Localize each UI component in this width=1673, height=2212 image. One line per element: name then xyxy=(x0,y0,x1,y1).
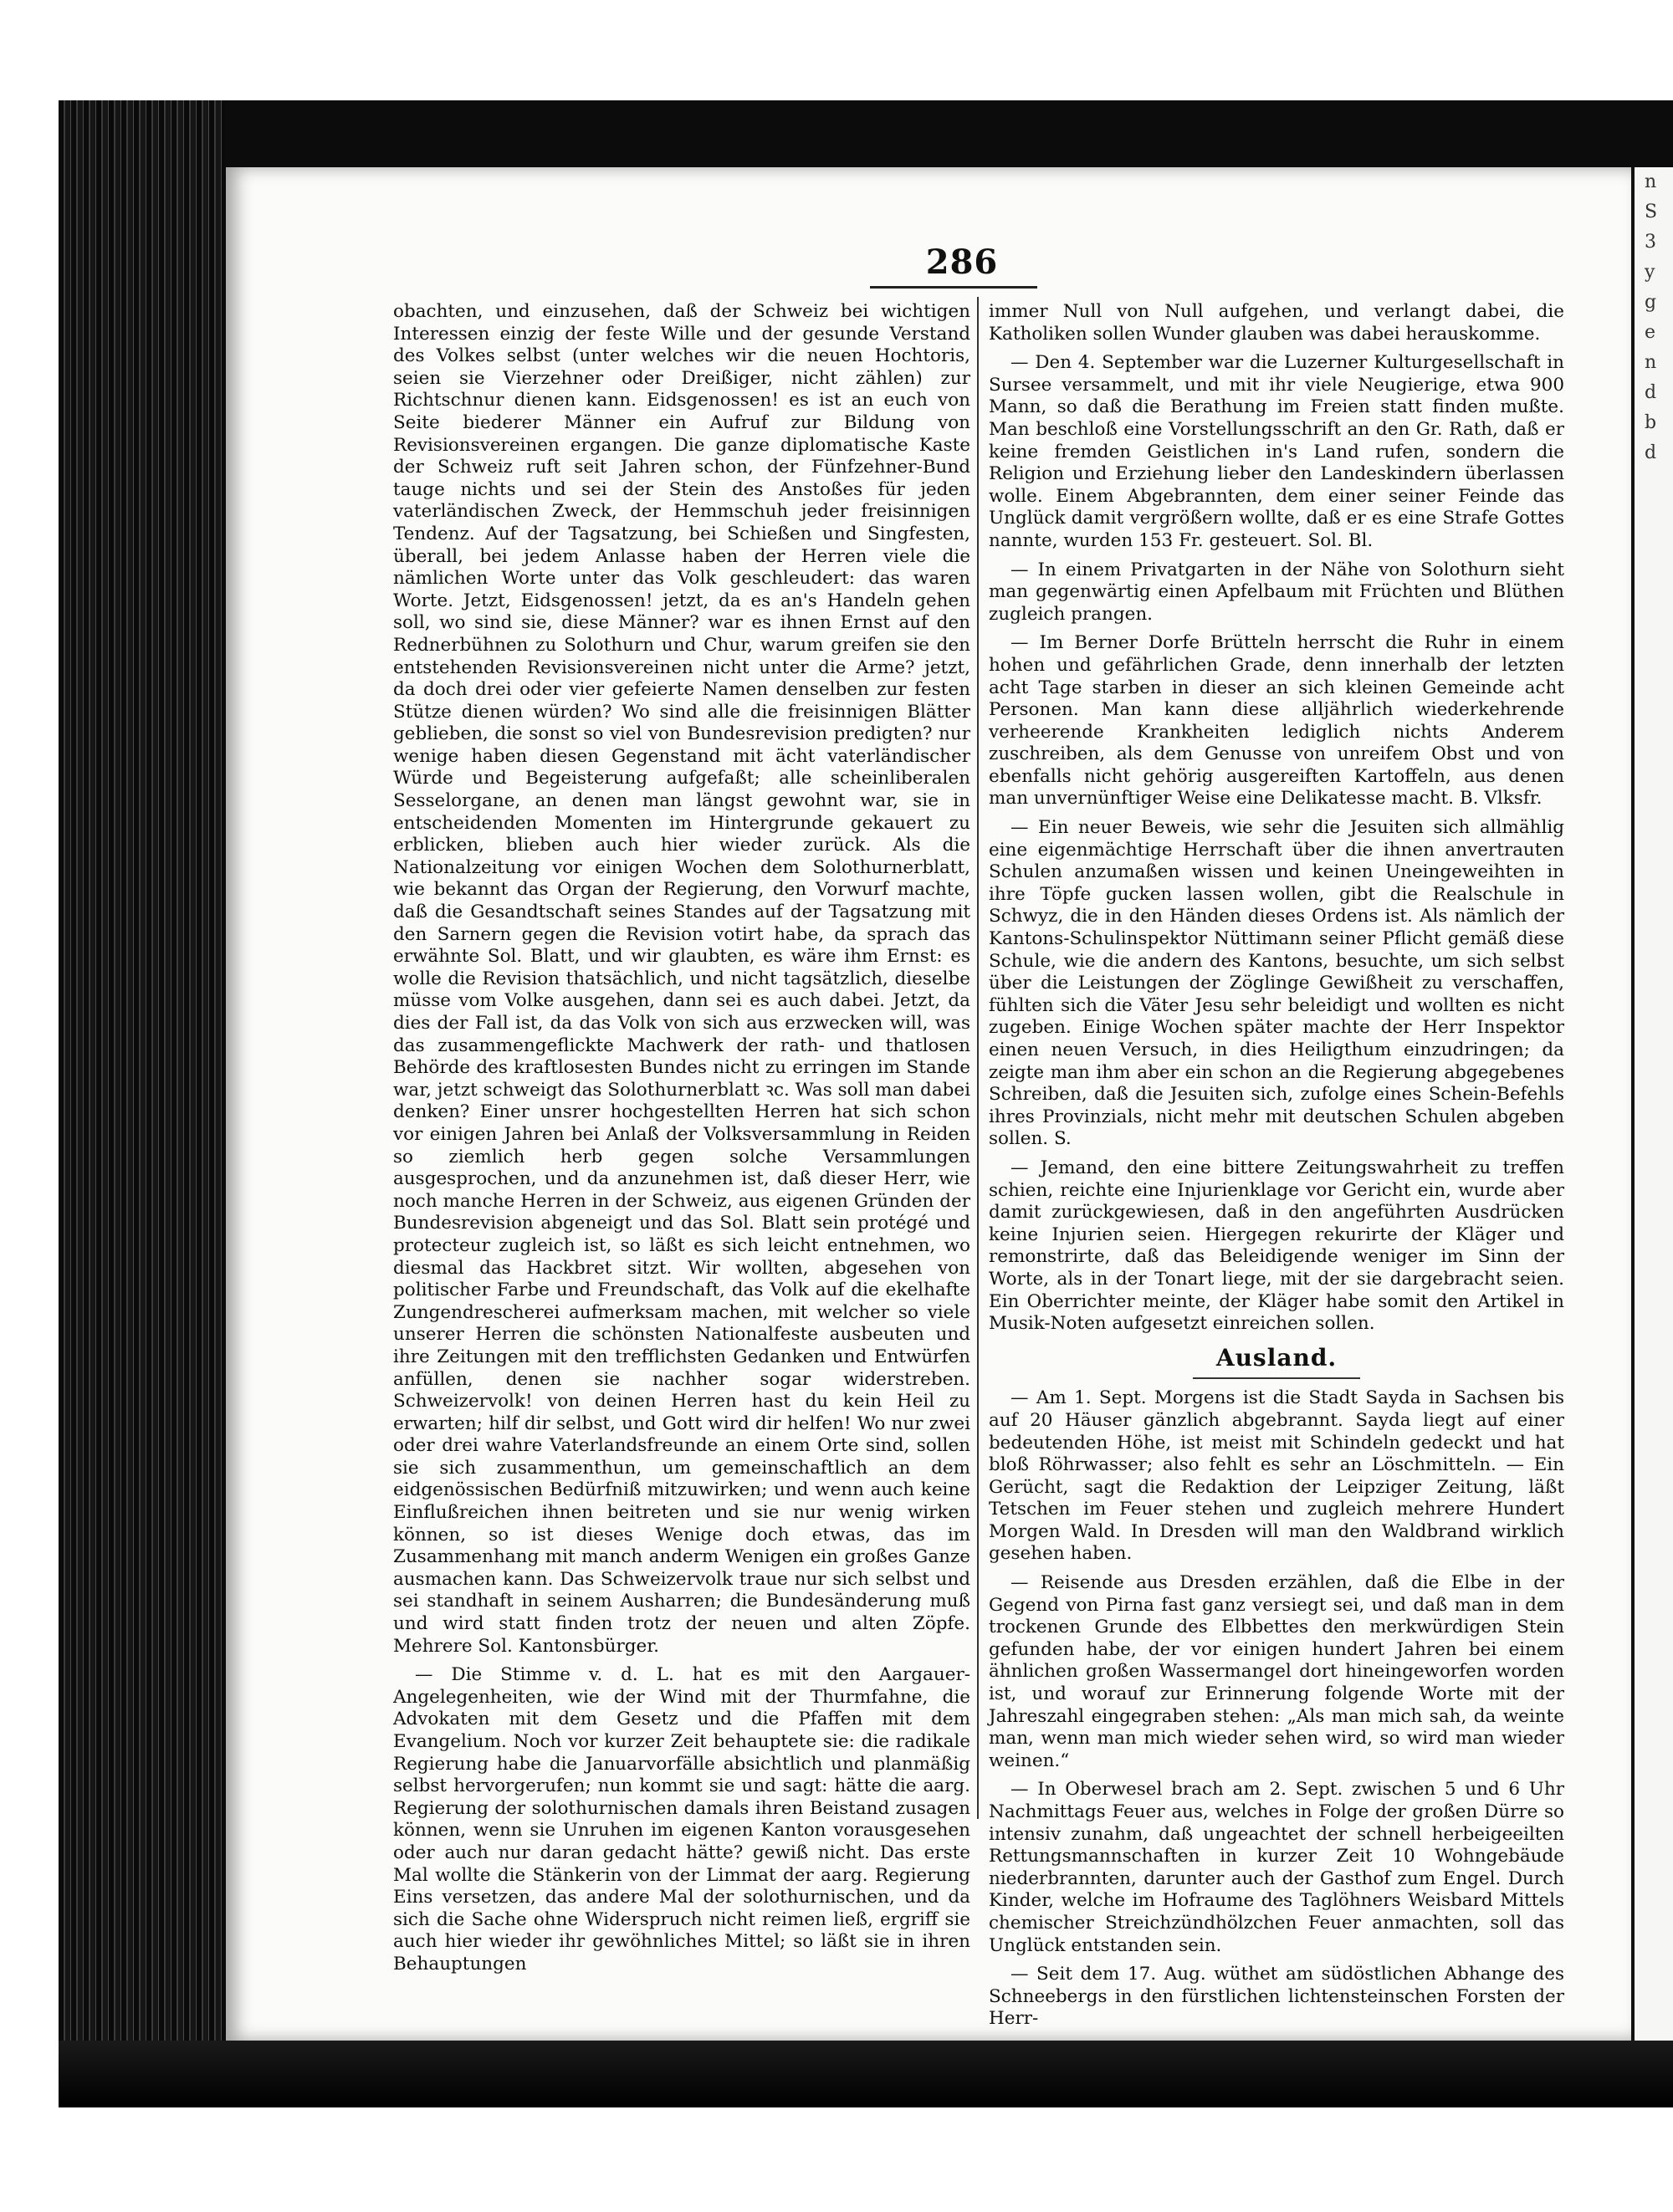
article-paragraph: — Reisende aus Dresden erzählen, daß die Elbe in der Gegend von Pirna fast ganz versiegt sei, und daß man in dem trockenen Grunde des Elbbettes den merkwürdigen Stein gefunden habe, der vor einigen hundert Jahren bei einem ähnlichen großen Wassermangel dort hineingeworfen worden ist, und worauf zur Erinnerung folgende Worte mit der Jahreszahl eingegraben stehen: „Als man mich sah, da weinte man, wenn man mich wieder sehen wird, so wird man wieder weinen.“ xyxy=(989,1572,1564,1771)
article-paragraph: — Jemand, den eine bittere Zeitungswahrheit zu treffen schien, reichte eine Injurienklage vor Gericht ein, wurde aber damit zurückgewiesen, daß in den angeführten Ausdrücken keine Injurien seien. Hiergegen rekurirte der Kläger und remonstrirte, daß das Beleidigende weniger im Sinn der Worte, als in der Tonart liege, mit der sie dargebracht seien. Ein Oberrichter meinte, der Kläger habe somit den Artikel in Musik-Noten aufgesetzt einreichen sollen. xyxy=(989,1157,1564,1335)
scan-border-bottom xyxy=(59,2041,1673,2107)
edge-glyph: d xyxy=(1645,382,1657,403)
article-paragraph: — Seit dem 17. Aug. wüthet am südöstlichen Abhange des Schneebergs in den fürstlichen lichtensteinschen Forsten der Herr- xyxy=(989,1964,1564,2030)
edge-glyph: S xyxy=(1645,202,1658,222)
edge-glyph: b xyxy=(1645,412,1657,433)
left-column xyxy=(393,301,970,1983)
section-rule xyxy=(1193,1377,1360,1379)
edge-glyph: y xyxy=(1645,262,1655,283)
article-paragraph: obachten, und einzusehen, daß der Schweiz bei wichtigen Interessen einzig der feste Wille und der gesunde Verstand des Volkes selbst (unter welches wir die neuen Hochtoris, seien sie Vierzehner oder Dreißiger, nicht zählen) zur Richtschnur dienen kann. Eidsgenossen! es ist an euch von Seite biederer Männer ein Aufruf zur Bildung von Revisionsvereinen ergangen. Die ganze diplomatische Kaste der Schweiz ruft seit Jahren schon, der Fünfzehner-Bund tauge nichts und sei der Stein des Anstoßes für jeden vaterländischen Zweck, der Hemmschuh jeder freisinnigen Tendenz. Auf der Tagsatzung, bei Schießen und Singfesten, überall, bei jedem Anlasse haben der Herren viele die nämlichen Worte unter das Volk geschleudert: das waren Worte. Jetzt, Eidsgenossen! jetzt, da es an's Handeln gehen soll, wo sind sie, diese Männer? war es ihnen Ernst auf den Rednerbühnen zu Solothurn und Chur, warum greifen sie den entstehenden Revisionsvereinen nicht unter die Arme? jetzt, da doch drei oder vier gefeierte Namen denselben zur festen Stütze dienen würden? Wo sind alle die freisinnigen Blätter geblieben, die sonst so viel von Bundesrevision predigten? nur wenige haben diesen Gegenstand mit ächt vaterländischer Würde und Begeisterung aufgefaßt; alle scheinliberalen Sesselorgane, an denen man längst gewohnt war, sie in entscheidenden Momenten im Hintergrunde gekauert zu erblicken, blieben auch hier wieder zurück. Als die Nationalzeitung vor einigen Wochen dem Solothurnerblatt, wie bekannt das Organ der Regierung, den Vorwurf machte, daß die Gesandtschaft seines Standes auf der Tagsatzung mit den Sarnern gegen die Revision votirt habe, da sprach das erwähnte Sol. Blatt, und wir glaubten, es wäre ihm Ernst: es wolle die Revision thatsächlich, und nicht tagsätzlich, dieselbe müsse vom Volke ausgehen, dann sei es auch dabei. Jetzt, da dies der Fall ist, da das Volk von sich aus erzwecken will, was das zusammengeflickte Machwerk der rath- und thatlosen Behörde des kraftlosesten Bundes nicht zu erringen im Stande war, jetzt schweigt das Solothurnerblatt ꝛc. Was soll man dabei denken? Einer unsrer hochgestellten Herren hat sich schon vor einigen Jahren bei Anlaß der Volksversammlung in Reiden so ziemlich herb gegen solche Versammlungen ausgesprochen, und da anzunehmen ist, daß dieser Herr, wie noch manche Herren in der Schweiz, aus eigenen Gründen der Bundesrevision abgeneigt und das Sol. Blatt sein protégé und protecteur zugleich ist, so läßt es sich leicht entnehmen, wo diesmal das Hackbret sitzt. Wir wollten, abgesehen von politischer Farbe und Freundschaft, das Volk auf die ekelhafte Zungendrescherei aufmerksam machen, mit welcher so viele unserer Herren die schönsten Nationalfeste ausbeuten und ihre Zeitungen mit den trefflichsten Gedanken und Entwürfen anfüllen, denen sie nachher sogar widerstreben. Schweizervolk! von deinen Herren hast du kein Heil zu erwarten; hilf dir selbst, und Gott wird dir helfen! Wo nur zwei oder drei wahre Vaterlandsfreunde an einem Orte sind, sollen sie sich zusammenthun, um gemeinschaftlich an dem eidgenössischen Bedürfniß mitzuwirken; und wenn auch keine Einflußreichen ihnen beitreten und sie nur wenig wirken können, so ist dieses Wenige doch etwas, das im Zusammenhang mit manch anderm Wenigen ein großes Ganze ausmachen kann. Das Schweizervolk traue nur sich selbst und sei standhaft in seinem Ausharren; die Bundesänderung muß und wird statt finden trotz der neuen und alten Zöpfe. Mehrere Sol. Kantonsbürger. xyxy=(393,301,970,1657)
article-paragraph: — In Oberwesel brach am 2. Sept. zwischen 5 und 6 Uhr Nachmittags Feuer aus, welches in Folge der großen Dürre so intensiv zunahm, daß ungeachtet der schnell herbeigeeilten Rettungsmannschaften in kurzer Zeit 10 Wohngebäude niederbrannten, darunter auch der Gasthof zum Engel. Durch Kinder, welche im Hofraume des Taglöhners Weisbard Mittels chemischer Streichzündhölzchen Feuer anmachten, soll das Unglück entstanden sein. xyxy=(989,1779,1564,1956)
edge-glyph: n xyxy=(1645,352,1657,373)
edge-glyph: n xyxy=(1645,171,1657,192)
article-paragraph: — Am 1. Sept. Morgens ist die Stadt Sayda in Sachsen bis auf 20 Häuser gänzlich abgebrannt. Sayda liegt auf einer bedeutenden Höhe, ist meist mit Schindeln gedeckt und hat bloß Röhrwasser; also fehlt es sehr an Löschmitteln. — Ein Gerücht, sagt die Redaktion der Leipziger Zeitung, läßt Tetschen im Feuer stehen und zugleich mehrere Hundert Morgen Wald. In Dresden will man den Waldbrand wirklich gesehen haben. xyxy=(989,1387,1564,1565)
article-paragraph: immer Null von Null aufgehen, und verlangt dabei, die Katholiken sollen Wunder glauben was dabei herauskomme. xyxy=(989,301,1564,345)
page-number: 286 xyxy=(925,243,999,282)
article-paragraph: — Den 4. September war die Luzerner Kulturgesellschaft in Sursee versammelt, und mit ihr viele Neugierige, etwa 900 Mann, so daß die Berathung im Freien statt finden mußte. Man beschloß eine Vorstellungsschrift an den Gr. Rath, daß er keine fremden Geistlichen in's Land rufen, sondern die Religion und Erziehung lieber den Landeskindern überlassen wolle. Einem Abgebrannten, dem einer seiner Feinde das Unglück damit vergrößern wollte, daß er es eine Strafe Gottes nannte, wurden 153 Fr. gesteuert. Sol. Bl. xyxy=(989,352,1564,551)
article-paragraph: — Ein neuer Beweis, wie sehr die Jesuiten sich allmählig eine eigenmächtige Herrschaft über die ihnen anvertrauten Schulen anzumaßen wissen und keinen Uneingeweihten in ihre Töpfe gucken lassen wollen, gibt die Realschule in Schwyz, die in den Händen dieses Ordens ist. Als nämlich der Kantons-Schulinspektor Nüttimann seiner Pflicht gemäß diese Schule, wie die andern des Kantons, besuchte, um sich selbst über die Leistungen der Zöglinge Gewißheit zu verschaffen, fühlten sich die Väter Jesu sehr beleidigt und wollten es nicht zugeben. Einige Wochen später machte der Herr Inspektor einen neuen Versuch, in dies Heiligthum einzudringen; da zeigte man ihm aber ein schon an die Regierung abgegebenes Schreiben, daß die Jesuiten sich, zufolge eines Schein-Befehls ihres Provinzials, nicht mehr mit deutschen Schulen abgeben sollen. S. xyxy=(989,817,1564,1150)
page-number-rule xyxy=(870,286,1037,289)
article-paragraph: — Im Berner Dorfe Brütteln herrscht die Ruhr in einem hohen und gefährlichen Grade, denn innerhalb der letzten acht Tage starben in dieser an sich kleinen Gemeinde acht Personen. Man kann diese alljährlich wiederkehrende verheerende Krankheiten lediglich nichts Anderem zuschreiben, als dem Genusse von unreifem Obst und von ebenfalls nicht gehörig ausgereiften Kartoffeln, aus denen man unvernünftiger Weise eine Delikatesse macht. B. Vlksfr. xyxy=(989,632,1564,810)
edge-glyph: d xyxy=(1645,442,1657,463)
article-paragraph: — In einem Privatgarten in der Nähe von Solothurn sieht man gegenwärtig einen Apfelbaum mit Früchten und Blüthen zugleich prangen. xyxy=(989,559,1564,625)
article-paragraph: — Die Stimme v. d. L. hat es mit den Aargauer-Angelegenheiten, wie der Wind mit der Thurmfahne, die Advokaten mit dem Gesetz und die Pfaffen mit dem Evangelium. Noch vor kurzer Zeit behauptete sie: die radikale Regierung habe die Januarvorfälle absichtlich und planmäßig selbst hervorgerufen; nun kommt sie und sagt: hätte die aarg. Regierung der solothurnischen damals ihren Beistand zusagen können, wenn sie Unruhen im eigenen Kanton vorausgesehen oder auch nur daran gedacht hätte? gewiß nicht. Das erste Mal wollte die Stänkerin von der Limmat der aarg. Regierung Eins versetzen, das andere Mal der solothurnischen, und da sich die Sache ohne Widerspruch nicht reimen ließ, ergriff sie auch hier wieder ihr gewöhnliches Mittel; so läßt sie in ihren Behauptungen xyxy=(393,1664,970,1974)
edge-glyph: g xyxy=(1645,292,1657,313)
edge-glyph: e xyxy=(1645,322,1656,343)
edge-glyph: 3 xyxy=(1645,232,1656,253)
book-spine-edge xyxy=(59,100,226,2107)
section-heading-ausland: Ausland. xyxy=(1215,1343,1338,1372)
next-page-edge xyxy=(1631,167,1673,2041)
column-divider xyxy=(977,297,979,1819)
scan-border xyxy=(59,100,1673,167)
right-column xyxy=(989,301,1564,2037)
